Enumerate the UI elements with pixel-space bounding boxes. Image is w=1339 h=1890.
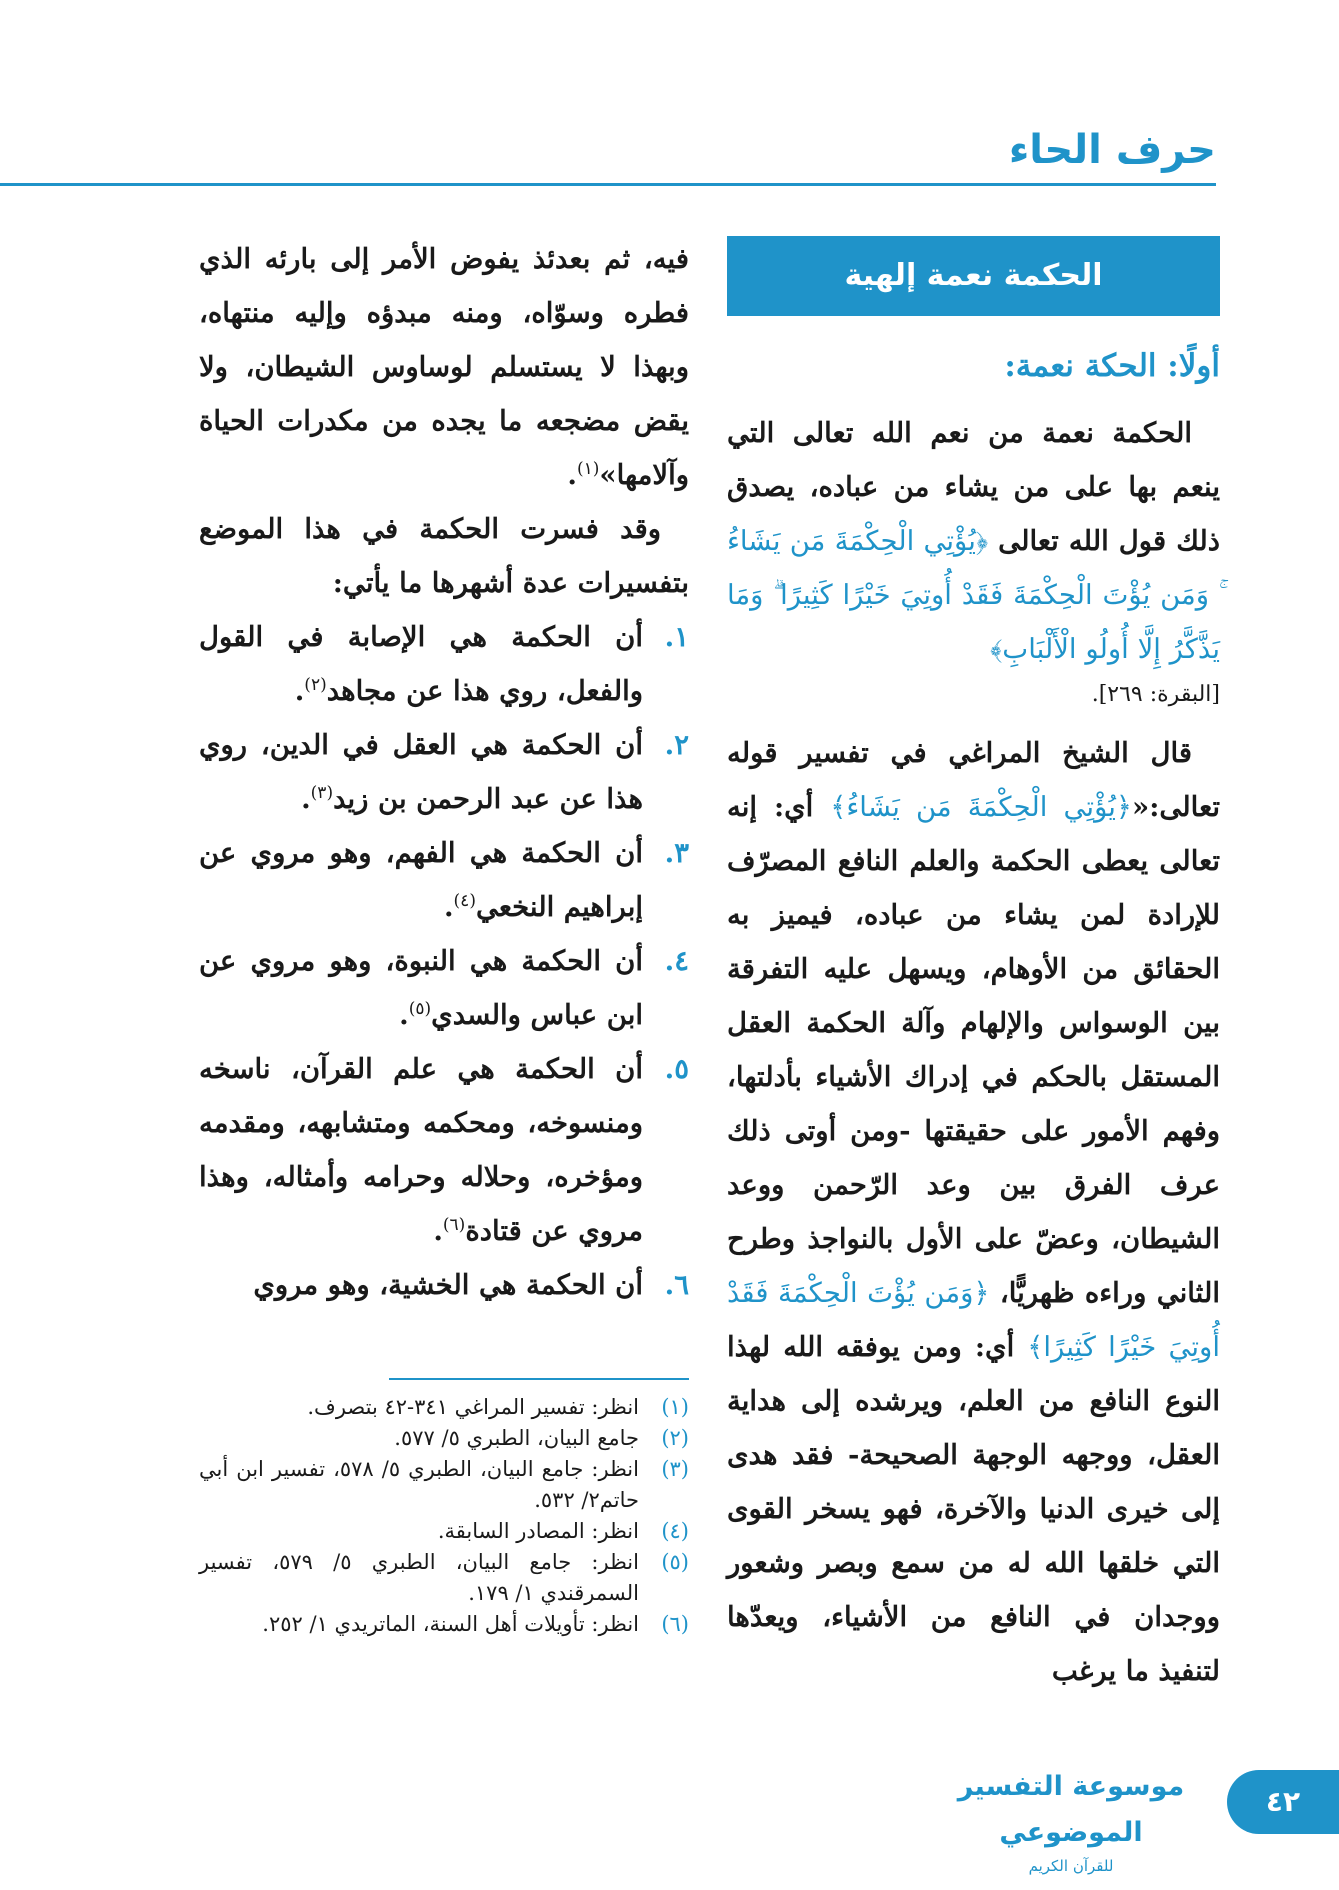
list-number: ٦. [664,1269,689,1301]
list-number: ٤. [664,945,689,977]
footnote-ref[interactable]: (٢) [304,674,327,695]
punctuation: . [301,783,311,815]
verse-reference: [البقرة: ٢٦٩]. [1091,682,1220,707]
interpretations-list [199,610,689,1312]
list-item-text: أن الحكمة هي النبوة، وهو مروي عن ابن عباس والسدي [199,945,643,1031]
footnote [199,1392,689,1423]
footnote [199,1423,689,1454]
footnote-ref[interactable]: (٦) [442,1214,466,1235]
list-item-text: أن الحكمة هي الفهم، وهو مروي عن إبراهيم النخعي [199,837,643,923]
paragraph-text: قال الشيخ المراغي في تفسير قوله تعالى:« [727,737,1220,823]
list-number: ٣. [664,837,689,869]
footnote-number: (٦) [661,1612,689,1636]
footnote-text: جامع البيان، الطبري ٥/ ٥٧٧. [394,1426,639,1450]
quran-verse: ﴿يُؤْتِي الْحِكْمَةَ مَن يَشَاءُ ۚ وَمَن يُؤْتَ الْحِكْمَةَ فَقَدْ أُوتِيَ خَيْرًا كَثِيرًا ۗ وَمَا يَذَّكَّرُ إِلَّا أُولُو الْأَلْبَابِ﴾ [727,525,1220,665]
list-item [199,610,689,718]
logo-title: موسوعة التفسير الموضوعي [957,1771,1185,1848]
paragraph-continued [199,232,689,502]
logo-subtitle: للقرآن الكريم [1028,1857,1114,1875]
list-item [199,718,689,826]
footnote-text: انظر: جامع البيان، الطبري ٥/ ٥٧٨، تفسير ابن أبي حاتم٢/ ٥٣٢. [199,1457,639,1512]
paragraph-2 [727,726,1220,1698]
list-item [199,826,689,934]
footnote [199,1547,689,1609]
footnotes [199,1392,689,1640]
list-number: ١. [664,621,689,653]
list-item [199,934,689,1042]
footnote-number: (٥) [661,1550,689,1574]
quran-verse: ﴿وَمَن يُؤْتَ الْحِكْمَةَ فَقَدْ أُوتِيَ خَيْرًا كَثِيرًا﴾ [727,1277,1220,1363]
list-item-text: أن الحكمة هي الإصابة في القول والفعل، روي هذا عن مجاهد [199,621,643,707]
footnote-text: انظر: تأويلات أهل السنة، الماتريدي ١/ ٢٥٢. [262,1612,639,1636]
list-item-text: أن الحكمة هي الخشية، وهو مروي [253,1269,643,1301]
footnote [199,1516,689,1547]
footnote-text: انظر: جامع البيان، الطبري ٥/ ٥٧٩، تفسير السمرقندي ١/ ١٧٩. [199,1550,639,1605]
sub-heading: أولًا: الحكة نعمة: [1004,348,1220,384]
list-number: ٥. [664,1053,689,1085]
punctuation: . [567,459,577,491]
punctuation: . [294,675,305,707]
punctuation: . [399,999,409,1031]
list-item-text: أن الحكمة هي العقل في الدين، روي هذا عن عبد الرحمن بن زيد [199,729,643,815]
encyclopedia-logo [953,1764,1189,1875]
paragraph-text: فيه، ثم بعدئذ يفوض الأمر إلى بارئه الذي فطره وسوّاه، ومنه مبدؤه وإليه منتهاه، وبهذا لا يستسلم لوساوس الشيطان، ولا يقض مضجعه ما يجده من مكدرات الحياة وآلامها» [199,243,689,491]
footnote-number: (٢) [661,1426,689,1450]
paragraph-intro-list: وقد فسرت الحكمة في هذا الموضع بتفسيرات عدة أشهرها ما يأتي: [199,513,689,599]
footnote-number: (٣) [661,1457,689,1481]
punctuation: . [443,891,454,923]
footnote-text: انظر: المصادر السابقة. [437,1519,639,1543]
quran-verse: ﴿يُؤْتِي الْحِكْمَةَ مَن يَشَاءُ﴾ [830,791,1133,823]
footnote [199,1454,689,1516]
list-item [199,1042,689,1258]
list-item [199,1258,689,1312]
footnote-number: (٤) [661,1519,689,1543]
punctuation: . [433,1215,443,1247]
paragraph-1 [727,406,1220,676]
page-header [0,120,1216,186]
paragraph-text: أي: إنه تعالى يعطى الحكمة والعلم النافع المصرّف للإرادة لمن يشاء من عباده، فيميز به الحقائق من الأوهام، ويسهل عليه التفرقة بين الوسواس والإلهام وآلة الحكمة العقل المستقل بالحكم في إدراك الأشياء بأدلتها، وفهم الأمور على حقيقتها -ومن أوتى ذلك عرف الفرق بين وعد الرّحمن ووعد الشيطان، وعضّ على الأول بالنواجذ وطرح الثاني وراءه ظهريًّا، [727,791,1220,1309]
footnote-ref[interactable]: (٣) [310,782,334,803]
page-number-badge [1227,1770,1339,1834]
footnote-number: (١) [661,1395,689,1419]
left-column [199,232,689,1312]
paragraph-text: الحكمة نعمة من نعم الله تعالى التي ينعم بها على من يشاء من عباده، يصدق ذلك قول الله تعالى [727,417,1220,557]
footnote-ref[interactable]: (٤) [453,890,476,911]
footnote-text: انظر: تفسير المراغي ٣٤١-٤٢ بتصرف. [307,1395,639,1419]
section-banner: الحكمة نعمة إلهية [727,236,1220,316]
footnote-ref[interactable]: (٥) [408,998,432,1019]
paragraph-text: أي: ومن يوفقه الله لهذا النوع النافع من العلم، ويرشده إلى هداية العقل، ووجهه الوجهة الصحيحة- فقد هدى إلى خيرى الدنيا والآخرة، فهو يسخر القوى التي خلقها الله له من سمع وبصر وشعور ووجدان في النافع من الأشياء، ويعدّها لتنفيذ ما يرغب [727,1331,1220,1687]
footnote-ref[interactable]: (١) [577,458,600,479]
footnote-divider [389,1378,689,1380]
right-column [727,232,1220,1698]
footnote [199,1609,689,1640]
list-item-text: أن الحكمة هي علم القرآن، ناسخه ومنسوخه، ومحكمه ومتشابهه، ومقدمه ومؤخره، وحلاله وحرامه وأمثاله، وهذا مروي عن قتادة [199,1053,643,1247]
chapter-title: حرف الحاء [1008,127,1216,173]
list-number: ٢. [664,729,689,761]
page-number: ٤٢ [1265,1785,1301,1818]
